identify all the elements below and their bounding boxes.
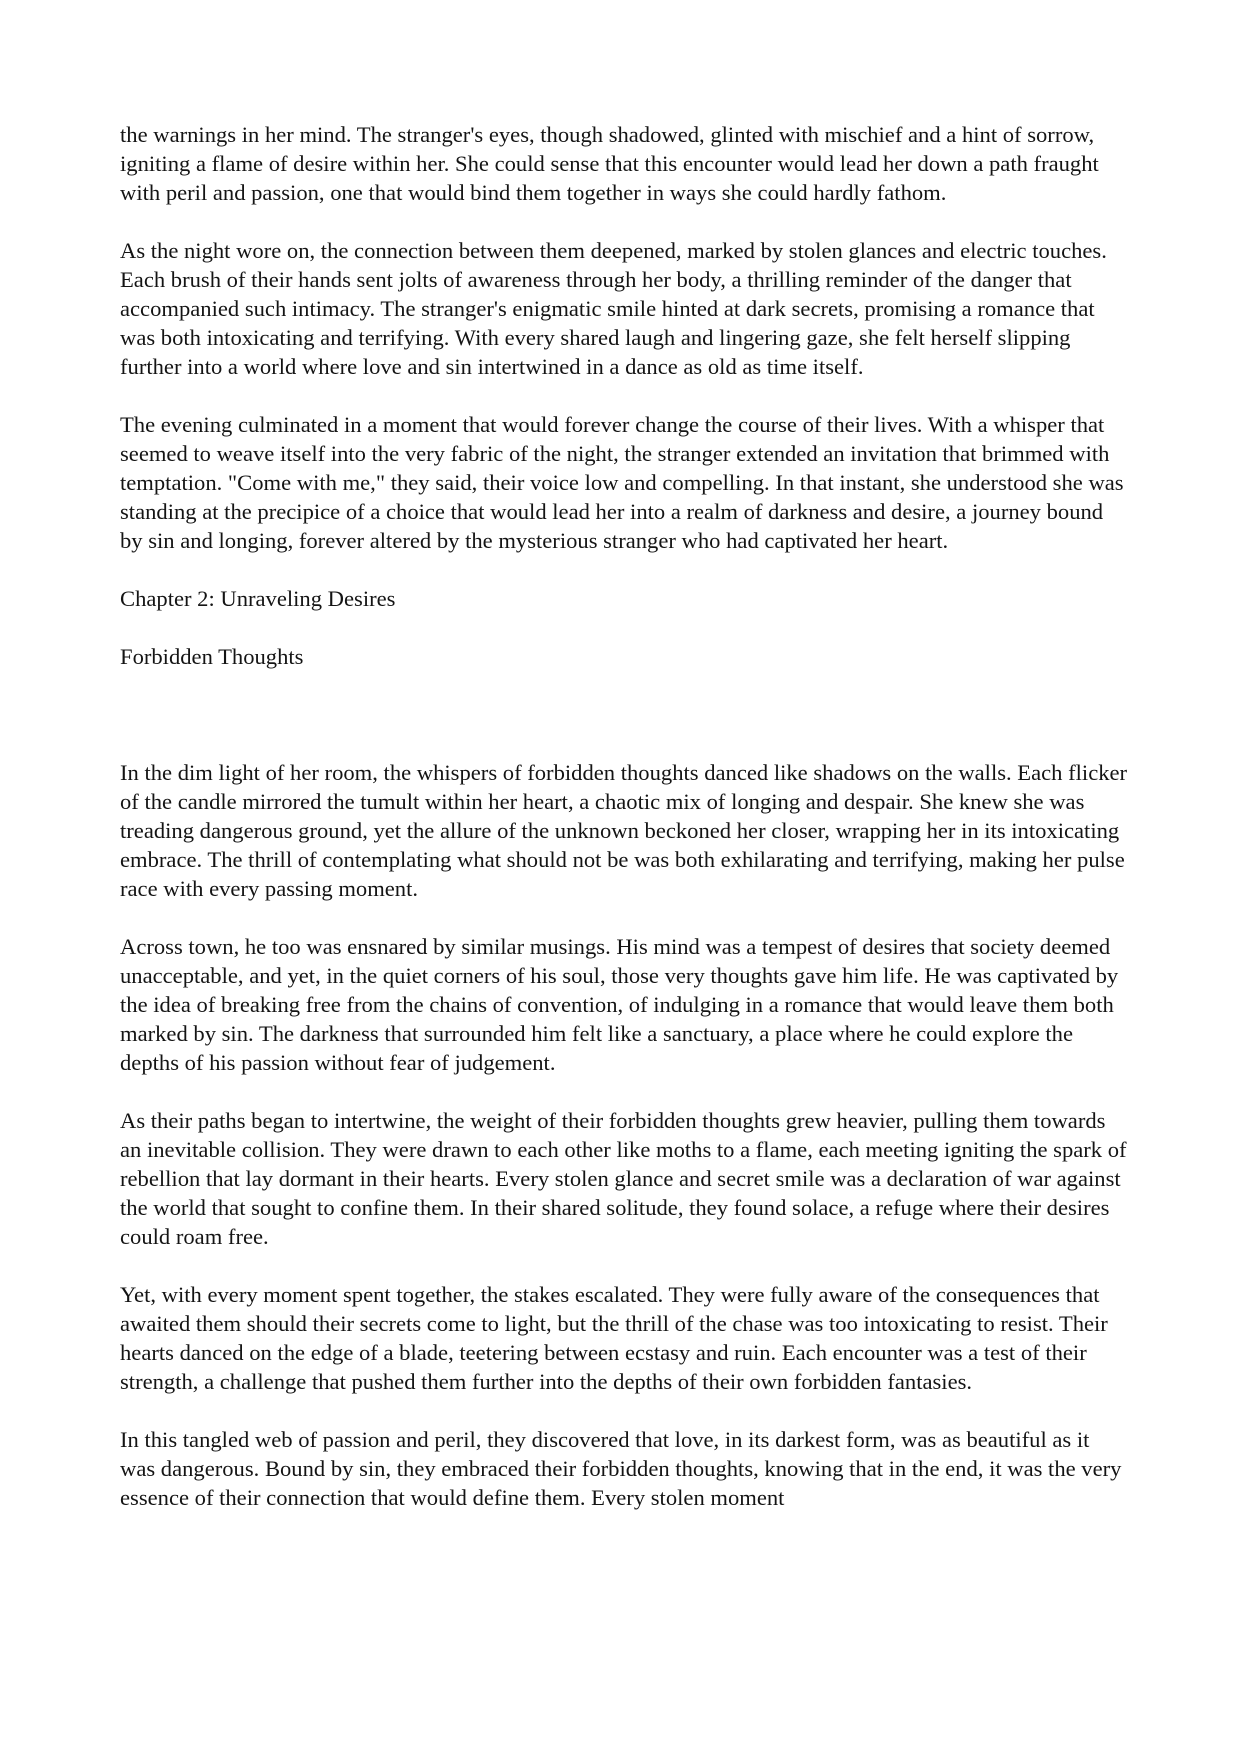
- paragraph: In the dim light of her room, the whispers of forbidden thoughts danced like shadows on the walls. Each flicker of the candle mirrored the tumult within her heart, a chaotic mix of longing and despair. She knew she was treading dangerous ground, yet the allure of the unknown beckoned her closer, wrapping her in its intoxicating embrace. The thrill of contemplating what should not be was both exhilarating and terrifying, making her pulse race with every passing moment.: [120, 760, 1128, 901]
- document-page: [120, 120, 1130, 1541]
- chapter-title: Chapter 2: Unraveling Desires: [120, 586, 396, 611]
- paragraph: Yet, with every moment spent together, the stakes escalated. They were fully aware of the consequences that awaited them should their secrets come to light, but the thrill of the chase was too intoxicating to resist. Their hearts danced on the edge of a blade, teetering between ecstasy and ruin. Each encounter was a test of their strength, a challenge that pushed them further into the depths of their own forbidden fantasies.: [120, 1282, 1108, 1394]
- paragraph: As the night wore on, the connection between them deepened, marked by stolen glances and electric touches. Each brush of their hands sent jolts of awareness through her body, a thrilling reminder of the danger that accompanied such intimacy. The stranger's enigmatic smile hinted at dark secrets, promising a romance that was both intoxicating and terrifying. With every shared laugh and lingering gaze, she felt herself slipping further into a world where love and sin intertwined in a dance as old as time itself.: [120, 238, 1107, 379]
- paragraph: In this tangled web of passion and peril, they discovered that love, in its darkest form, was as beautiful as it was dangerous. Bound by sin, they embraced their forbidden thoughts, knowing that in the end, it was the very essence of their connection that would define them. Every stolen moment: [120, 1427, 1122, 1510]
- section-spacer: [120, 700, 1130, 758]
- paragraph: As their paths began to intertwine, the weight of their forbidden thoughts grew heavier, pulling them towards an inevitable collision. They were drawn to each other like moths to a flame, each meeting igniting the spark of rebellion that lay dormant in their hearts. Every stolen glance and secret smile was a declaration of war against the world that sought to confine them. In their shared solitude, they found solace, a refuge where their desires could roam free.: [120, 1108, 1127, 1249]
- section-title: Forbidden Thoughts: [120, 644, 304, 669]
- paragraph: The evening culminated in a moment that would forever change the course of their lives. With a whisper that seemed to weave itself into the very fabric of the night, the stranger extended an invitation that brimmed with temptation. "Come with me," they said, their voice low and compelling. In that instant, she understood she was standing at the precipice of a choice that would lead her into a realm of darkness and desire, a journey bound by sin and longing, forever altered by the mysterious stranger who had captivated her heart.: [120, 412, 1124, 553]
- paragraph: the warnings in her mind. The stranger's eyes, though shadowed, glinted with mischief and a hint of sorrow, igniting a flame of desire within her. She could sense that this encounter would lead her down a path fraught with peril and passion, one that would bind them together in ways she could hardly fathom.: [120, 122, 1099, 205]
- paragraph: Across town, he too was ensnared by similar musings. His mind was a tempest of desires that society deemed unacceptable, and yet, in the quiet corners of his soul, those very thoughts gave him life. He was captivated by the idea of breaking free from the chains of convention, of indulging in a romance that would leave them both marked by sin. The darkness that surrounded him felt like a sanctuary, a place where he could explore the depths of his passion without fear of judgement.: [120, 934, 1119, 1075]
